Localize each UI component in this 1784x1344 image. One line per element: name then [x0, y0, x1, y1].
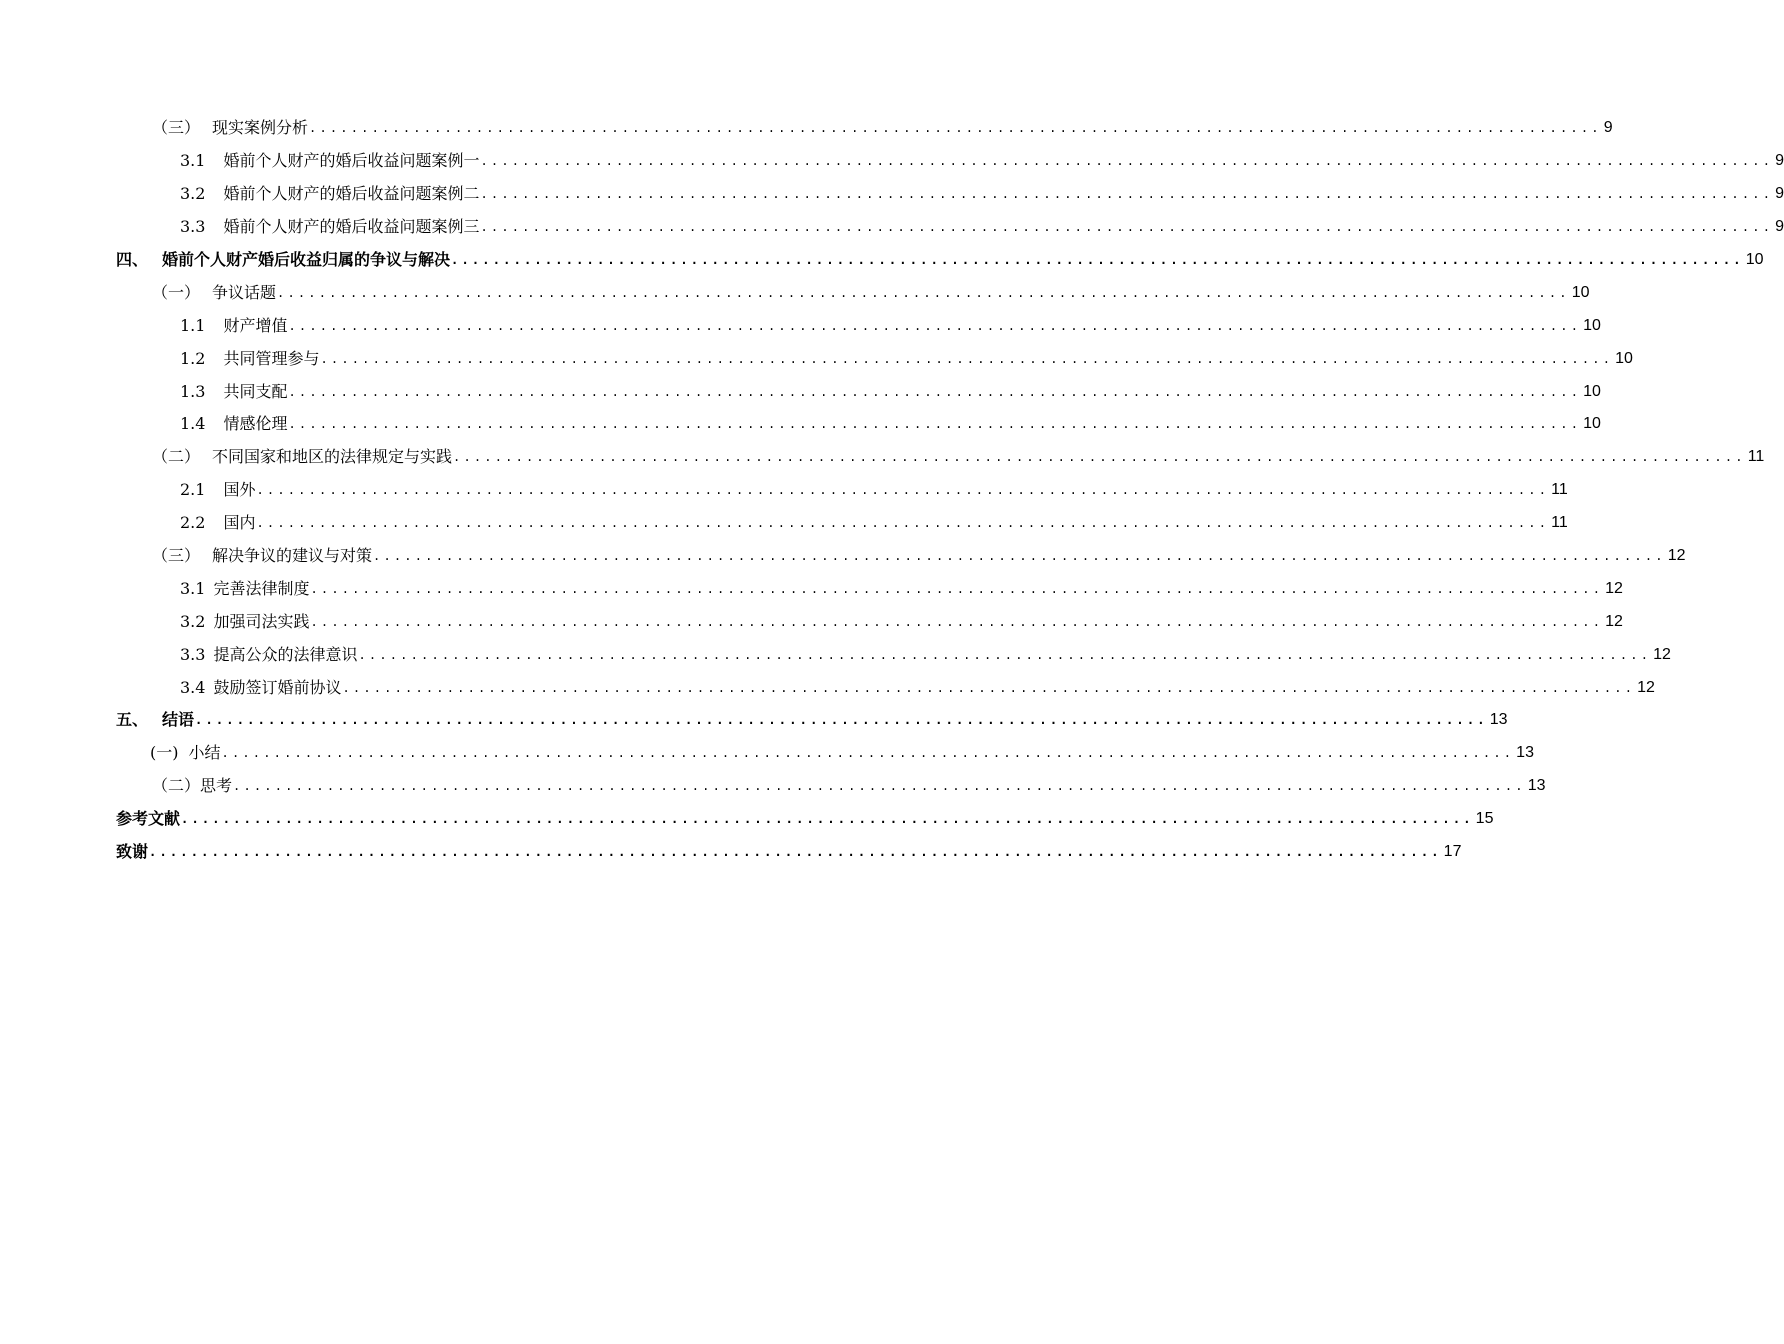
toc-entry-title: 争议话题 — [212, 282, 277, 302]
dot-leader: ............................................................................................................................ — [480, 220, 1774, 235]
toc-entry-title: 提高公众的法律意识 — [213, 644, 358, 664]
toc-entry-title: 现实案例分析 — [212, 118, 309, 138]
dot-leader: ............................................................................................................................ — [310, 614, 1604, 629]
toc-entry-page: 10 — [1583, 415, 1601, 433]
toc-entry-page: 9 — [1775, 218, 1784, 236]
toc-entry-page: 12 — [1605, 579, 1623, 597]
toc-entry-number: 1.4 — [180, 414, 206, 434]
toc-entry-number: 3.2 — [180, 184, 206, 204]
toc-entry-chapter[interactable] — [0, 803, 1494, 836]
dot-leader: ............................................................................................................................ — [181, 812, 1474, 827]
toc-entry-page: 10 — [1583, 316, 1601, 334]
dot-leader: ............................................................................................................................ — [256, 483, 1550, 498]
toc-entry-number: 3.1 — [180, 151, 206, 171]
toc-entry-title: 鼓励签订婚前协议 — [213, 677, 342, 697]
toc-entry-number: 1.3 — [180, 381, 206, 401]
toc-entry[interactable] — [0, 540, 1686, 573]
toc-entry-number: 1.2 — [180, 348, 206, 368]
toc-entry-page: 10 — [1615, 349, 1633, 367]
dot-leader: ............................................................................................................................ — [480, 187, 1774, 202]
toc-entry[interactable] — [0, 572, 1623, 605]
dot-leader: ............................................................................................................................ — [256, 516, 1550, 531]
toc-entry-page: 12 — [1667, 547, 1686, 565]
toc-entry-title: 解决争议的建议与对策 — [212, 546, 373, 566]
toc-entry-page: 12 — [1637, 678, 1655, 696]
toc-entry-page: 15 — [1475, 810, 1494, 828]
dot-leader: ............................................................................................................................ — [288, 318, 1582, 333]
toc-entry-number: 3.3 — [180, 217, 206, 237]
toc-entry-page: 13 — [1527, 777, 1546, 795]
toc-entry[interactable] — [0, 441, 1765, 474]
toc-entry-title: 财产增值 — [223, 315, 288, 335]
toc-entry[interactable] — [0, 638, 1671, 671]
toc-entry-page: 12 — [1653, 645, 1671, 663]
toc-entry-title: 参考文献 — [116, 809, 181, 829]
toc-entry-page: 17 — [1443, 843, 1462, 861]
dot-leader: ............................................................................................................................ — [195, 713, 1488, 728]
toc-entry-number: （三） — [152, 546, 201, 566]
toc-entry-page: 10 — [1745, 251, 1764, 268]
dot-leader: ............................................................................................................................ — [233, 779, 1526, 794]
dot-leader: ............................................................................................................................ — [309, 121, 1602, 136]
dot-leader: ............................................................................................................................ — [342, 680, 1636, 695]
toc-entry-page: 9 — [1603, 119, 1613, 137]
toc-entry[interactable] — [0, 211, 1784, 244]
toc-entry-title: 情感伦理 — [223, 414, 288, 434]
toc-entry[interactable] — [0, 408, 1601, 441]
toc-entry[interactable] — [0, 342, 1633, 375]
toc-entry-title: 婚前个人财产的婚后收益问题案例三 — [223, 217, 480, 237]
toc-entry-number: 2.1 — [180, 480, 206, 500]
toc-entry-title: 加强司法实践 — [213, 611, 310, 631]
toc-entry-number: 3.3 — [180, 644, 206, 664]
dot-leader: ............................................................................................................................ — [149, 845, 1442, 860]
toc-entry-page: 11 — [1551, 514, 1568, 532]
toc-entry[interactable] — [0, 309, 1601, 342]
toc-entry-chapter[interactable] — [0, 704, 1508, 737]
toc-entry-number: 3.4 — [180, 677, 206, 697]
toc-entry-page: 9 — [1775, 152, 1784, 170]
toc-entry-number: （三） — [152, 118, 201, 138]
toc-entry-number: （一） — [152, 282, 201, 302]
toc-entry[interactable] — [0, 770, 1546, 803]
toc-entry-number: 2.2 — [180, 513, 206, 533]
toc-entry-page: 13 — [1516, 744, 1534, 762]
toc-entry-number: 3.1 — [180, 578, 206, 598]
toc-entry[interactable] — [0, 671, 1655, 704]
toc-entry-number: （二） — [152, 447, 201, 467]
toc-entry-page: 12 — [1605, 612, 1623, 630]
table-of-contents — [0, 112, 1784, 868]
toc-entry-chapter[interactable] — [0, 836, 1462, 869]
dot-leader: ............................................................................................................................ — [451, 253, 1744, 267]
toc-entry-page: 13 — [1489, 711, 1508, 729]
dot-leader: ............................................................................................................................ — [320, 351, 1614, 366]
toc-entry-title: 国内 — [223, 513, 256, 533]
toc-entry-title: 共同支配 — [223, 381, 288, 401]
toc-entry-page: 9 — [1775, 185, 1784, 203]
dot-leader: ............................................................................................................................ — [288, 417, 1582, 432]
toc-entry-page: 11 — [1747, 448, 1765, 466]
toc-entry[interactable] — [0, 474, 1568, 507]
toc-entry[interactable] — [0, 145, 1784, 178]
toc-entry-chapter[interactable] — [0, 244, 1764, 277]
toc-entry-title: 致谢 — [116, 842, 149, 862]
toc-entry-title: 不同国家和地区的法律规定与实践 — [212, 447, 453, 467]
dot-leader: ............................................................................................................................ — [480, 154, 1774, 169]
dot-leader: ............................................................................................................................ — [221, 746, 1515, 761]
toc-entry[interactable] — [0, 112, 1613, 145]
toc-entry[interactable] — [0, 737, 1534, 770]
toc-entry-title: 思考 — [200, 776, 233, 796]
toc-entry-title: 完善法律制度 — [213, 578, 310, 598]
toc-entry-number: (一) — [150, 743, 179, 763]
toc-entry-title: 结语 — [162, 710, 195, 730]
dot-leader: ............................................................................................................................ — [373, 549, 1666, 564]
toc-entry[interactable] — [0, 375, 1601, 408]
toc-entry-number: 四、 — [116, 250, 149, 269]
toc-entry-number: （二） — [152, 776, 201, 796]
toc-entry-title: 小结 — [188, 743, 221, 763]
toc-entry-title: 共同管理参与 — [223, 348, 320, 368]
toc-entry-number: 1.1 — [180, 315, 206, 335]
dot-leader: ............................................................................................................................ — [288, 384, 1582, 399]
dot-leader: ............................................................................................................................ — [358, 647, 1652, 662]
toc-entry-title: 婚前个人财产的婚后收益问题案例一 — [223, 151, 480, 171]
toc-entry-page: 11 — [1551, 481, 1568, 499]
toc-entry-page: 10 — [1583, 382, 1601, 400]
toc-entry[interactable] — [0, 507, 1568, 540]
dot-leader: ............................................................................................................................ — [310, 581, 1604, 596]
toc-entry[interactable] — [0, 276, 1590, 309]
toc-entry[interactable] — [0, 605, 1623, 638]
toc-entry-number: 五、 — [116, 710, 149, 730]
dot-leader: ............................................................................................................................ — [453, 450, 1746, 465]
toc-entry[interactable] — [0, 178, 1784, 211]
toc-entry-title: 婚前个人财产的婚后收益问题案例二 — [223, 184, 480, 204]
toc-entry-page: 10 — [1571, 283, 1590, 301]
dot-leader: ............................................................................................................................ — [277, 285, 1570, 300]
toc-entry-number: 3.2 — [180, 611, 206, 631]
toc-entry-title: 国外 — [223, 480, 256, 500]
toc-entry-title: 婚前个人财产婚后收益归属的争议与解决 — [162, 250, 451, 269]
